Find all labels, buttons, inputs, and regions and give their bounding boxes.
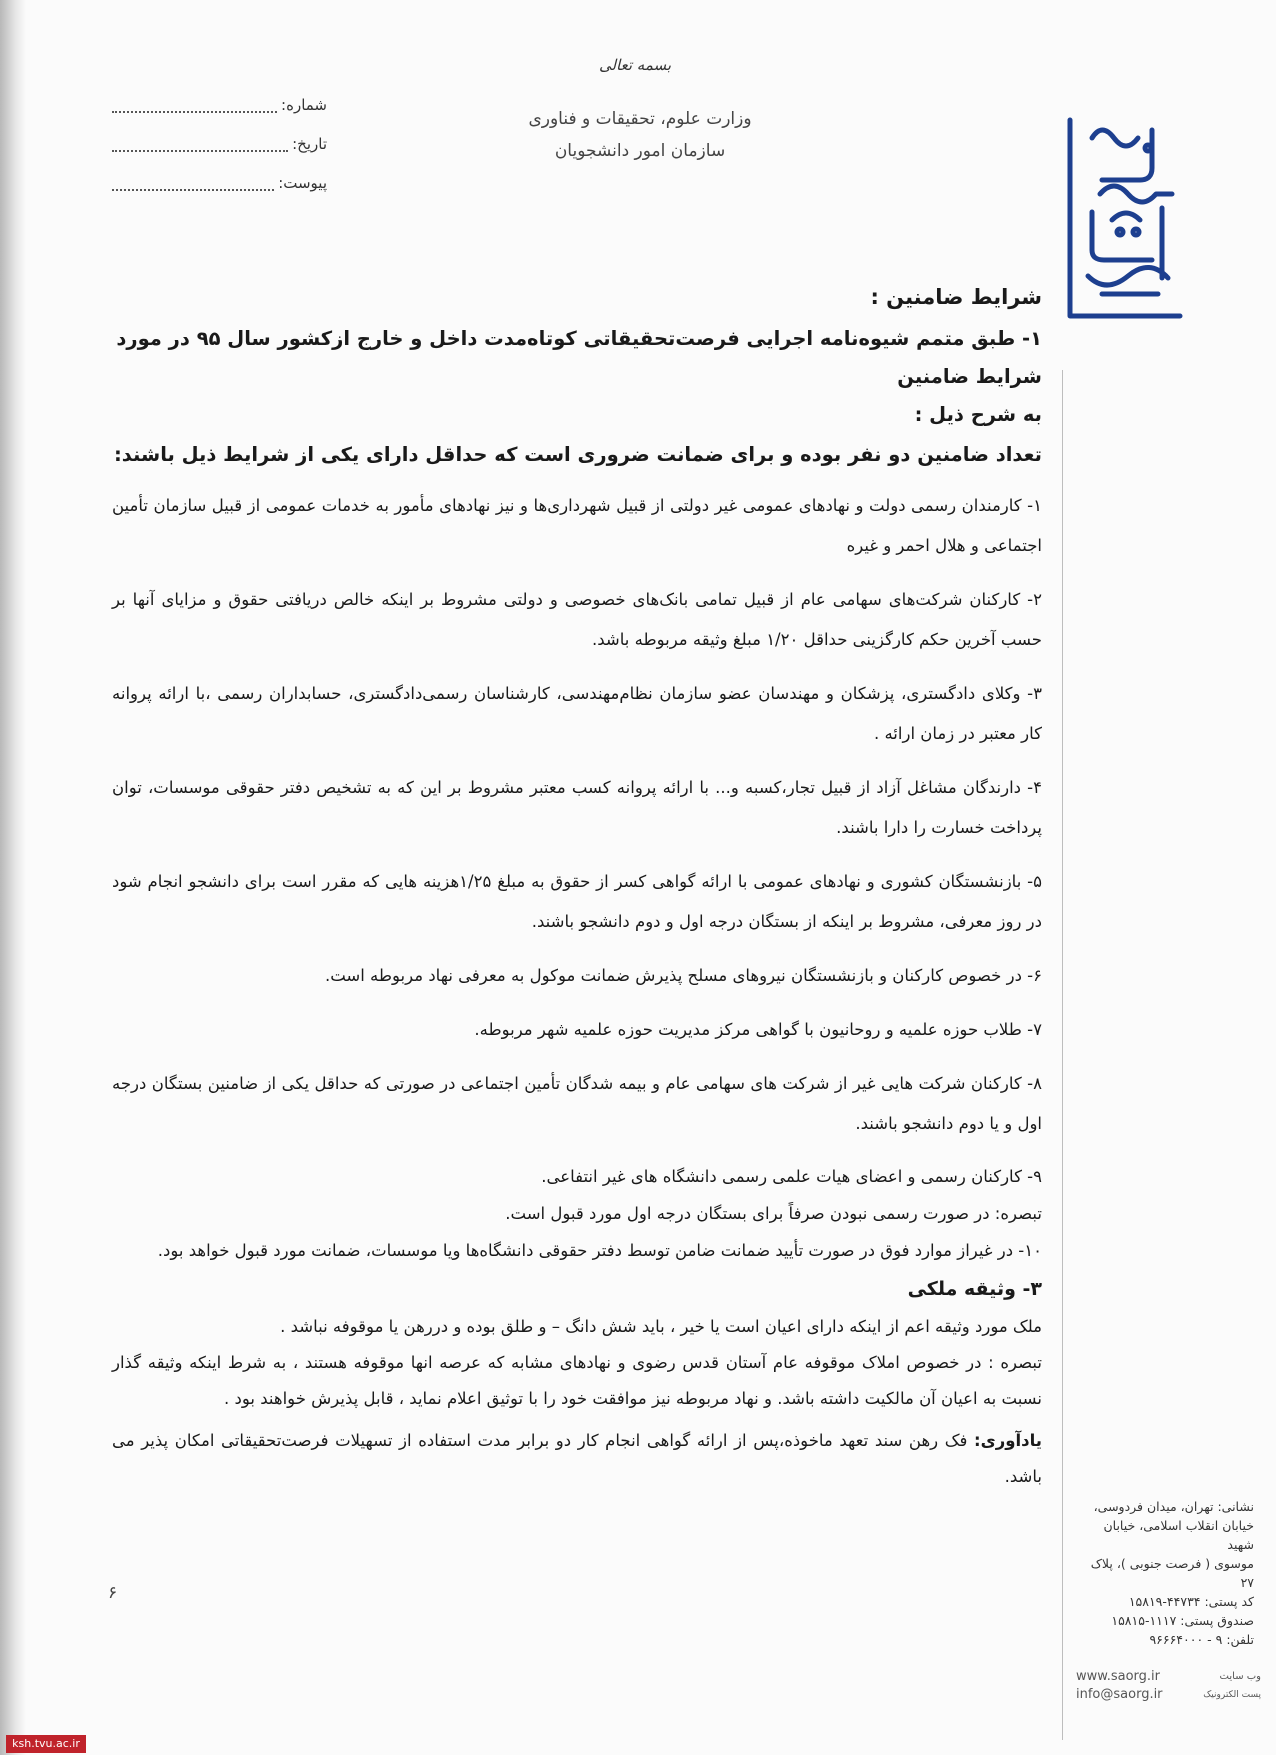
condition-item-5: ۵- بازنشستگان کشوری و نهادهای عمومی با ارائه گواهی کسر از حقوق به مبلغ ۱/۲۵هزینه هایی که مقرر است برای دانشجو انجام شود در روز معرفی، مشروط بر اینکه از بستگان درجه اول و دوم دانشجو باشند.: [112, 872, 1042, 931]
guarantor-requirement: تعداد ضامنین دو نفر بوده و برای ضمانت ضروری است که حداقل دارای یکی از شرایط ذیل باشند:: [114, 443, 1042, 466]
number-label: شماره:: [281, 96, 327, 114]
attachment-dots: [112, 177, 274, 191]
ministry-name: وزارت علوم، تحقیقات و فناوری: [528, 109, 752, 129]
website-url[interactable]: www.saorg.ir: [1076, 1669, 1160, 1684]
condition-item-6: ۶- در خصوص کارکنان و بازنشستگان نیروهای مسلح پذیرش ضمانت موکول به معرفی نهاد مربوطه است.: [324, 966, 1042, 985]
phone: تلفن: ۹ - ۹۶۶۶۴۰۰۰: [1149, 1632, 1254, 1647]
condition-item-3: ۳- وکلای دادگستری، پزشکان و مهندسان عضو سازمان نظام‌مهندسی، کارشناسان رسمی‌دادگستری، حسابداران رسمی ،با ارائه پروانه کار معتبر در زمان ارائه .: [112, 684, 1042, 743]
property-collateral-note: تبصره : در خصوص املاک موقوفه عام آستان قدس رضوی و نهادهای مشابه که عرصه انها موقوفه هستند ، به شرط اینکه وثیقه گذار نسبت به اعیان آن مالکیت داشته باشد. و نهاد مربوطه نیز موافقت خود را با توثیق اعلام نماید ، قابل پذیرش خواهند بود .: [112, 1353, 1042, 1408]
email-row: [1076, 1686, 1261, 1704]
attachment-label: پیوست:: [278, 174, 327, 192]
condition-item-4: ۴- دارندگان مشاغل آزاد از قبیل تجار،کسبه و... با ارائه پروانه کسب معتبر مشروط بر این که به تشخیص دفتر حقوقی موسسات، توان پرداخت خسارت را دارا باشند.: [112, 778, 1042, 837]
condition-note: تبصره: در صورت رسمی نبودن صرفاً برای بستگان درجه اول مورد قبول است.: [505, 1204, 1042, 1223]
watermark-site: ksh.tvu.ac.ir: [6, 1735, 86, 1753]
website-label: وب سایت: [1219, 1671, 1261, 1682]
margin-divider: [1062, 370, 1063, 1740]
web-contacts: [1076, 1668, 1261, 1704]
condition-item-1: ۱- کارمندان رسمی دولت و نهادهای عمومی غیر دولتی از قبیل شهرداری‌ها و نیز نهادهای مأمور به خدمات عمومی از قبیل سازمان تأمین اجتماعی و هلال احمر و غیره: [112, 496, 1042, 555]
scan-edge-shadow: [0, 0, 26, 1755]
reminder: [112, 1423, 1042, 1495]
po-box: صندوق پستی: ۱۱۱۷-۱۵۸۱۵: [1111, 1613, 1254, 1628]
contact-address: [1074, 1497, 1254, 1649]
address-line: خیابان انقلاب اسلامی، خیابان شهید: [1103, 1518, 1254, 1552]
organization-name: سازمان امور دانشجویان: [554, 141, 726, 161]
condition-item-8: ۸- کارکنان شرکت هایی غیر از شرکت های سهامی عام و بیمه شدگان تأمین اجتماعی در صورتی که حداقل یکی از ضامنین بستگان درجه اول و یا دوم دانشجو باشند.: [112, 1074, 1042, 1133]
document-body: [112, 280, 1042, 1495]
page-number: ۶: [108, 1583, 118, 1603]
letter-meta: [112, 86, 327, 203]
property-collateral-text: ملک مورد وثیقه اعم از اینکه دارای اعیان است یا خیر ، باید شش دانگ – و طلق بوده و دررهن یا موقوفه نباشد .: [280, 1317, 1042, 1336]
date-field: [112, 125, 327, 164]
website-row: [1076, 1668, 1261, 1686]
organization-logo: [1040, 108, 1190, 333]
date-dots: [112, 138, 288, 152]
property-collateral-title: ۳- وثیقه ملکی: [907, 1278, 1042, 1300]
section-title: شرایط ضامنین :: [870, 285, 1042, 309]
condition-item-10: ۱۰- در غیراز موارد فوق در صورت تأیید ضمانت ضامن توسط دفتر حقوقی دانشگاه‌ها ویا موسسات، ضمانت مورد قبول خواهد بود.: [157, 1241, 1042, 1260]
condition-item-9: ۹- کارکنان رسمی و اعضای هیات علمی رسمی دانشگاه های غیر انتفاعی.: [541, 1167, 1042, 1186]
address-line: نشانی: تهران، میدان فردوسی،: [1093, 1499, 1254, 1514]
reminder-text: فک رهن سند تعهد ماخوذه،پس از ارائه گواهی انجام کار دو برابر مدت استفاده از تسهیلات فرصت‌تحقیقاتی امکان پذیر می باشد.: [112, 1431, 1042, 1486]
letterhead: [480, 103, 800, 167]
condition-item-2: ۲- کارکنان شرکت‌های سهامی عام از قبیل تمامی بانک‌های خصوصی و دولتی مشروط بر اینکه خالص دریافتی حقوق و مزایای آنها بر حسب آخرین حکم کارگزینی حداقل ۱/۲۰ مبلغ وثیقه مربوطه باشد.: [112, 590, 1042, 649]
condition-item-7: ۷- طلاب حوزه علمیه و روحانیون با گواهی مرکز مدیریت حوزه علمیه شهر مربوطه.: [474, 1020, 1042, 1039]
intro-line-1: ۱- طبق متمم شیوه‌نامه اجرایی فرصت‌تحقیقاتی کوتاه‌مدت داخل و خارج ازکشور سال ۹۵ در مورد شرایط ضامنین: [116, 327, 1042, 388]
date-label: تاریخ:: [292, 135, 327, 153]
number-field: [112, 86, 327, 125]
basmala: بسمه تعالی: [598, 56, 672, 74]
email-label: پست الکترونیک: [1203, 1690, 1261, 1700]
intro-line-2: به شرح ذیل :: [914, 403, 1042, 426]
number-dots: [112, 99, 277, 113]
attachment-field: [112, 164, 327, 203]
email-address[interactable]: info@saorg.ir: [1076, 1687, 1163, 1702]
address-line: موسوی ( فرصت جنوبی )، پلاک ۲۷: [1090, 1556, 1254, 1590]
postal-code: کد پستی: ۴۴۷۳۴-۱۵۸۱۹: [1128, 1594, 1254, 1609]
reminder-label: یادآوری:: [974, 1431, 1042, 1450]
